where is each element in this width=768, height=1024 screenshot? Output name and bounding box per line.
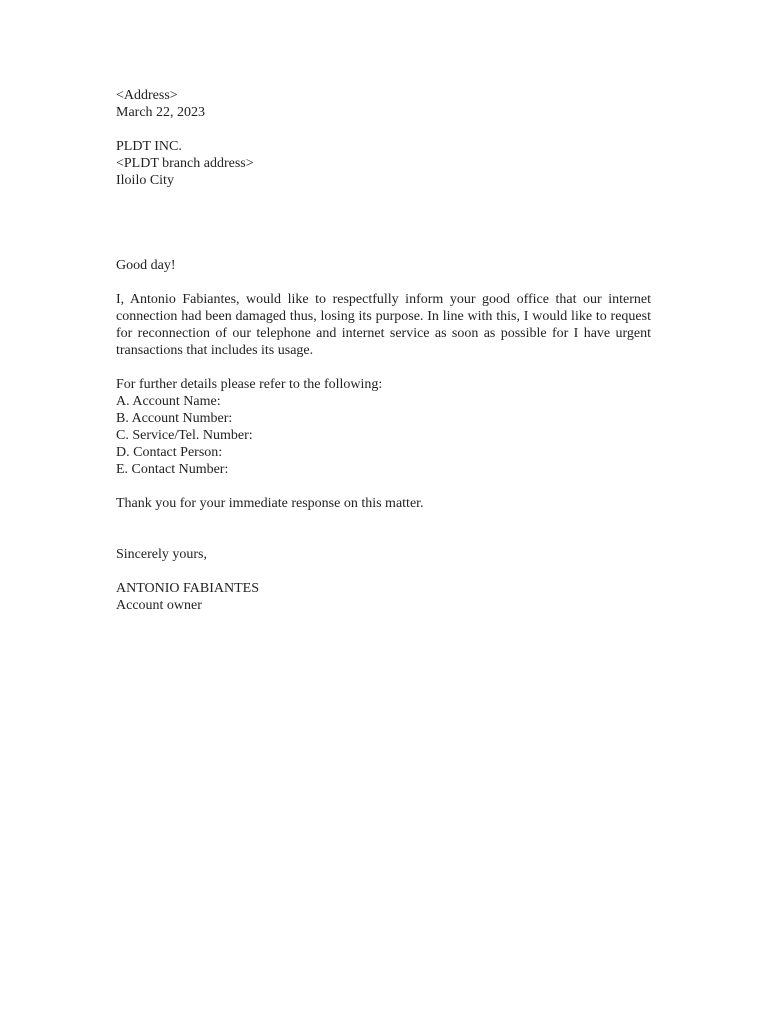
detail-item-contact-person: D. Contact Person: [116,445,223,460]
sender-address: <Address> [116,88,178,103]
spacer [116,563,651,580]
detail-item-account-number: B. Account Number: [116,411,233,426]
letter-document [116,87,651,614]
thanks-line: Thank you for your immediate response on this matter. [116,496,424,511]
spacer [116,121,651,138]
letter-date: March 22, 2023 [116,105,206,120]
detail-item-account-name: A. Account Name: [116,394,221,409]
recipient-city: Iloilo City [116,173,174,188]
detail-item-contact-number: E. Contact Number: [116,462,229,477]
recipient-address: <PLDT branch address> [116,156,254,171]
details-intro: For further details please refer to the following: [116,377,383,392]
body-paragraph: I, Antonio Fabiantes, would like to respectfully inform your good office that our internet connection had been damaged thus, losing its purpose. In line with this, I would like to request for reconnection of our telephone and internet service as soon as possible for I have urgent transactions that includes its usage. [116,292,651,358]
closing-line: Sincerely yours, [116,547,207,562]
recipient-name: PLDT INC. [116,139,182,154]
greeting: Good day! [116,258,176,273]
detail-item-service-number: C. Service/Tel. Number: [116,428,253,443]
spacer [116,189,651,257]
spacer [116,512,651,546]
spacer [116,359,651,376]
signature-title: Account owner [116,598,202,613]
signature-name: ANTONIO FABIANTES [116,581,259,596]
spacer [116,478,651,495]
spacer [116,274,651,291]
